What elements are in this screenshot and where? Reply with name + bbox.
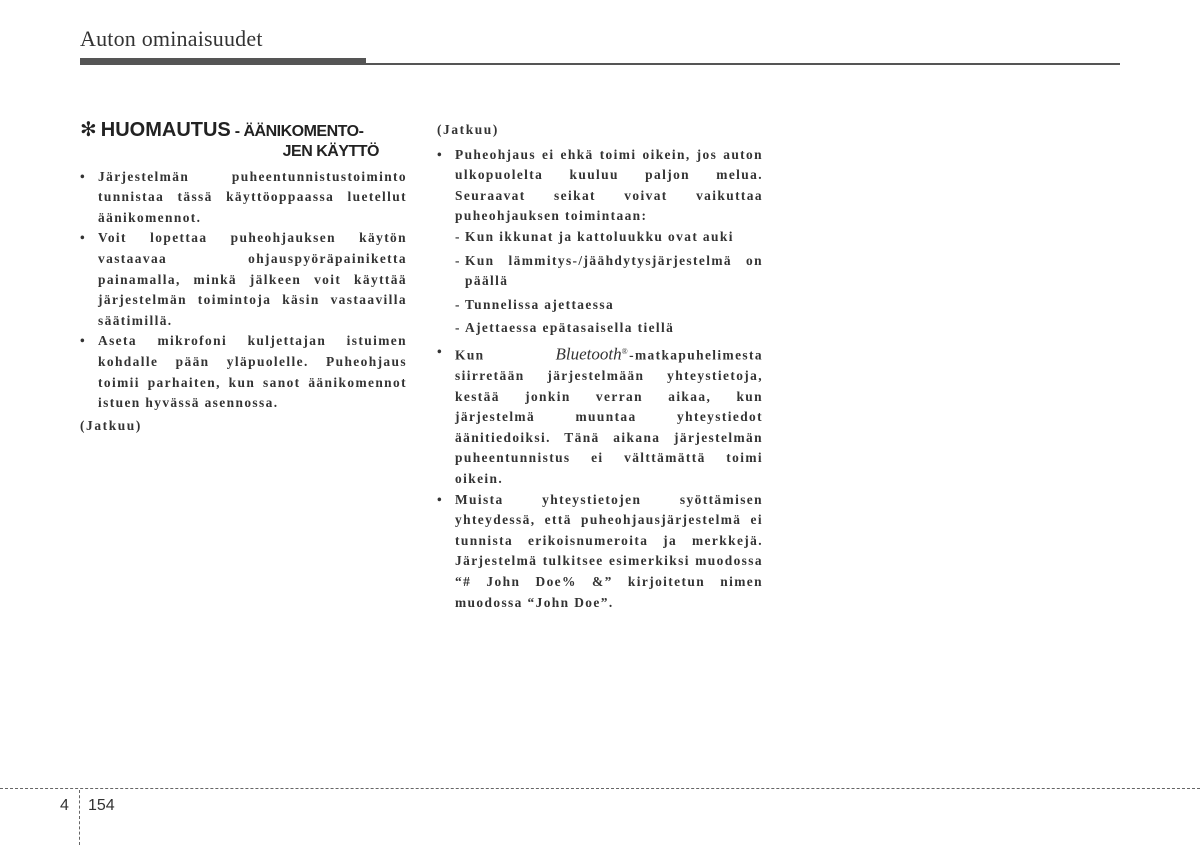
bluetooth-brand: Bluetooth xyxy=(555,344,622,364)
registered-mark: ® xyxy=(621,346,630,356)
sub-list-item: - Ajettaessa epätasaisella tiellä xyxy=(437,318,763,339)
note-bullet-list-continued xyxy=(437,145,763,614)
list-item: • Voit lopettaa puheohjauksen käytön vastaavaa ohjauspyöräpainiketta painamalla, minkä jälkeen voit käyttää järjestelmän toimintoja käsin vastaavilla säätimillä. xyxy=(80,228,407,331)
continued-label: (Jatkuu) xyxy=(80,417,142,433)
list-item xyxy=(437,145,763,339)
footer-vertical-divider xyxy=(79,790,80,845)
chapter-number: 4 xyxy=(60,797,69,814)
list-item xyxy=(437,342,763,490)
note-heading-word: HUOMAUTUS xyxy=(100,119,231,141)
list-item-text: -matkapuhelimesta siirretään järjestelmään yhteystietoja, kestää jonkin verran aikaa, kun järjestelmä muuntaa yhteystiedot äänitiedoiksi. Tänä aikana järjestelmän puheentunnistus ei välttämättä toimi oikein. xyxy=(455,347,763,486)
page-number: 154 xyxy=(88,797,115,814)
note-heading xyxy=(80,120,407,161)
continued-label: (Jatkuu) xyxy=(437,122,499,137)
note-asterisk-icon: ✻ xyxy=(80,119,97,141)
note-heading-rest: - ÄÄNIKOMENTO- xyxy=(230,123,364,140)
header-rule-thin xyxy=(366,63,1120,65)
sub-list-item: - Tunnelissa ajettaessa xyxy=(437,295,763,316)
list-item: • Aseta mikrofoni kuljettajan istuimen kohdalle pään yläpuolelle. Puheohjaus toimii parhaiten, kun sanot äänikomennot istuen hyvässä asennossa. xyxy=(80,331,407,413)
section-title: Auton ominaisuudet xyxy=(80,26,263,51)
footer-divider xyxy=(0,788,1200,789)
sub-list xyxy=(437,227,763,339)
left-column xyxy=(80,120,407,440)
sub-list-item: - Kun lämmitys-/jäähdytysjärjestelmä on päällä xyxy=(437,251,763,292)
sub-list-item: - Kun ikkunat ja kattoluukku ovat auki xyxy=(437,227,763,248)
list-item-text: Puheohjaus ei ehkä toimi oikein, jos auton ulkopuolelta kuuluu paljon melua. Seuraavat seikat voivat vaikuttaa puheohjauksen toimintaan: xyxy=(455,146,763,224)
list-item: • Järjestelmän puheentunnistustoiminto tunnistaa tässä käyttöoppaassa luetellut äänikomennot. xyxy=(80,167,407,229)
list-item-prefix: Kun xyxy=(455,347,556,363)
note-bullet-list xyxy=(80,167,407,414)
note-heading-line2: JEN KÄYTTÖ xyxy=(282,142,379,160)
list-item: • Muista yhteystietojen syöttämisen yhteydessä, että puheohjausjärjestelmä ei tunnista erikoisnumeroita ja merkkejä. Järjestelmä tulkitsee esimerkiksi muodossa “# John Doe% &” kirjoitetun nimen muodossa “John Doe”. xyxy=(437,490,763,614)
right-column xyxy=(437,118,763,613)
header-rule-thick xyxy=(80,58,366,65)
